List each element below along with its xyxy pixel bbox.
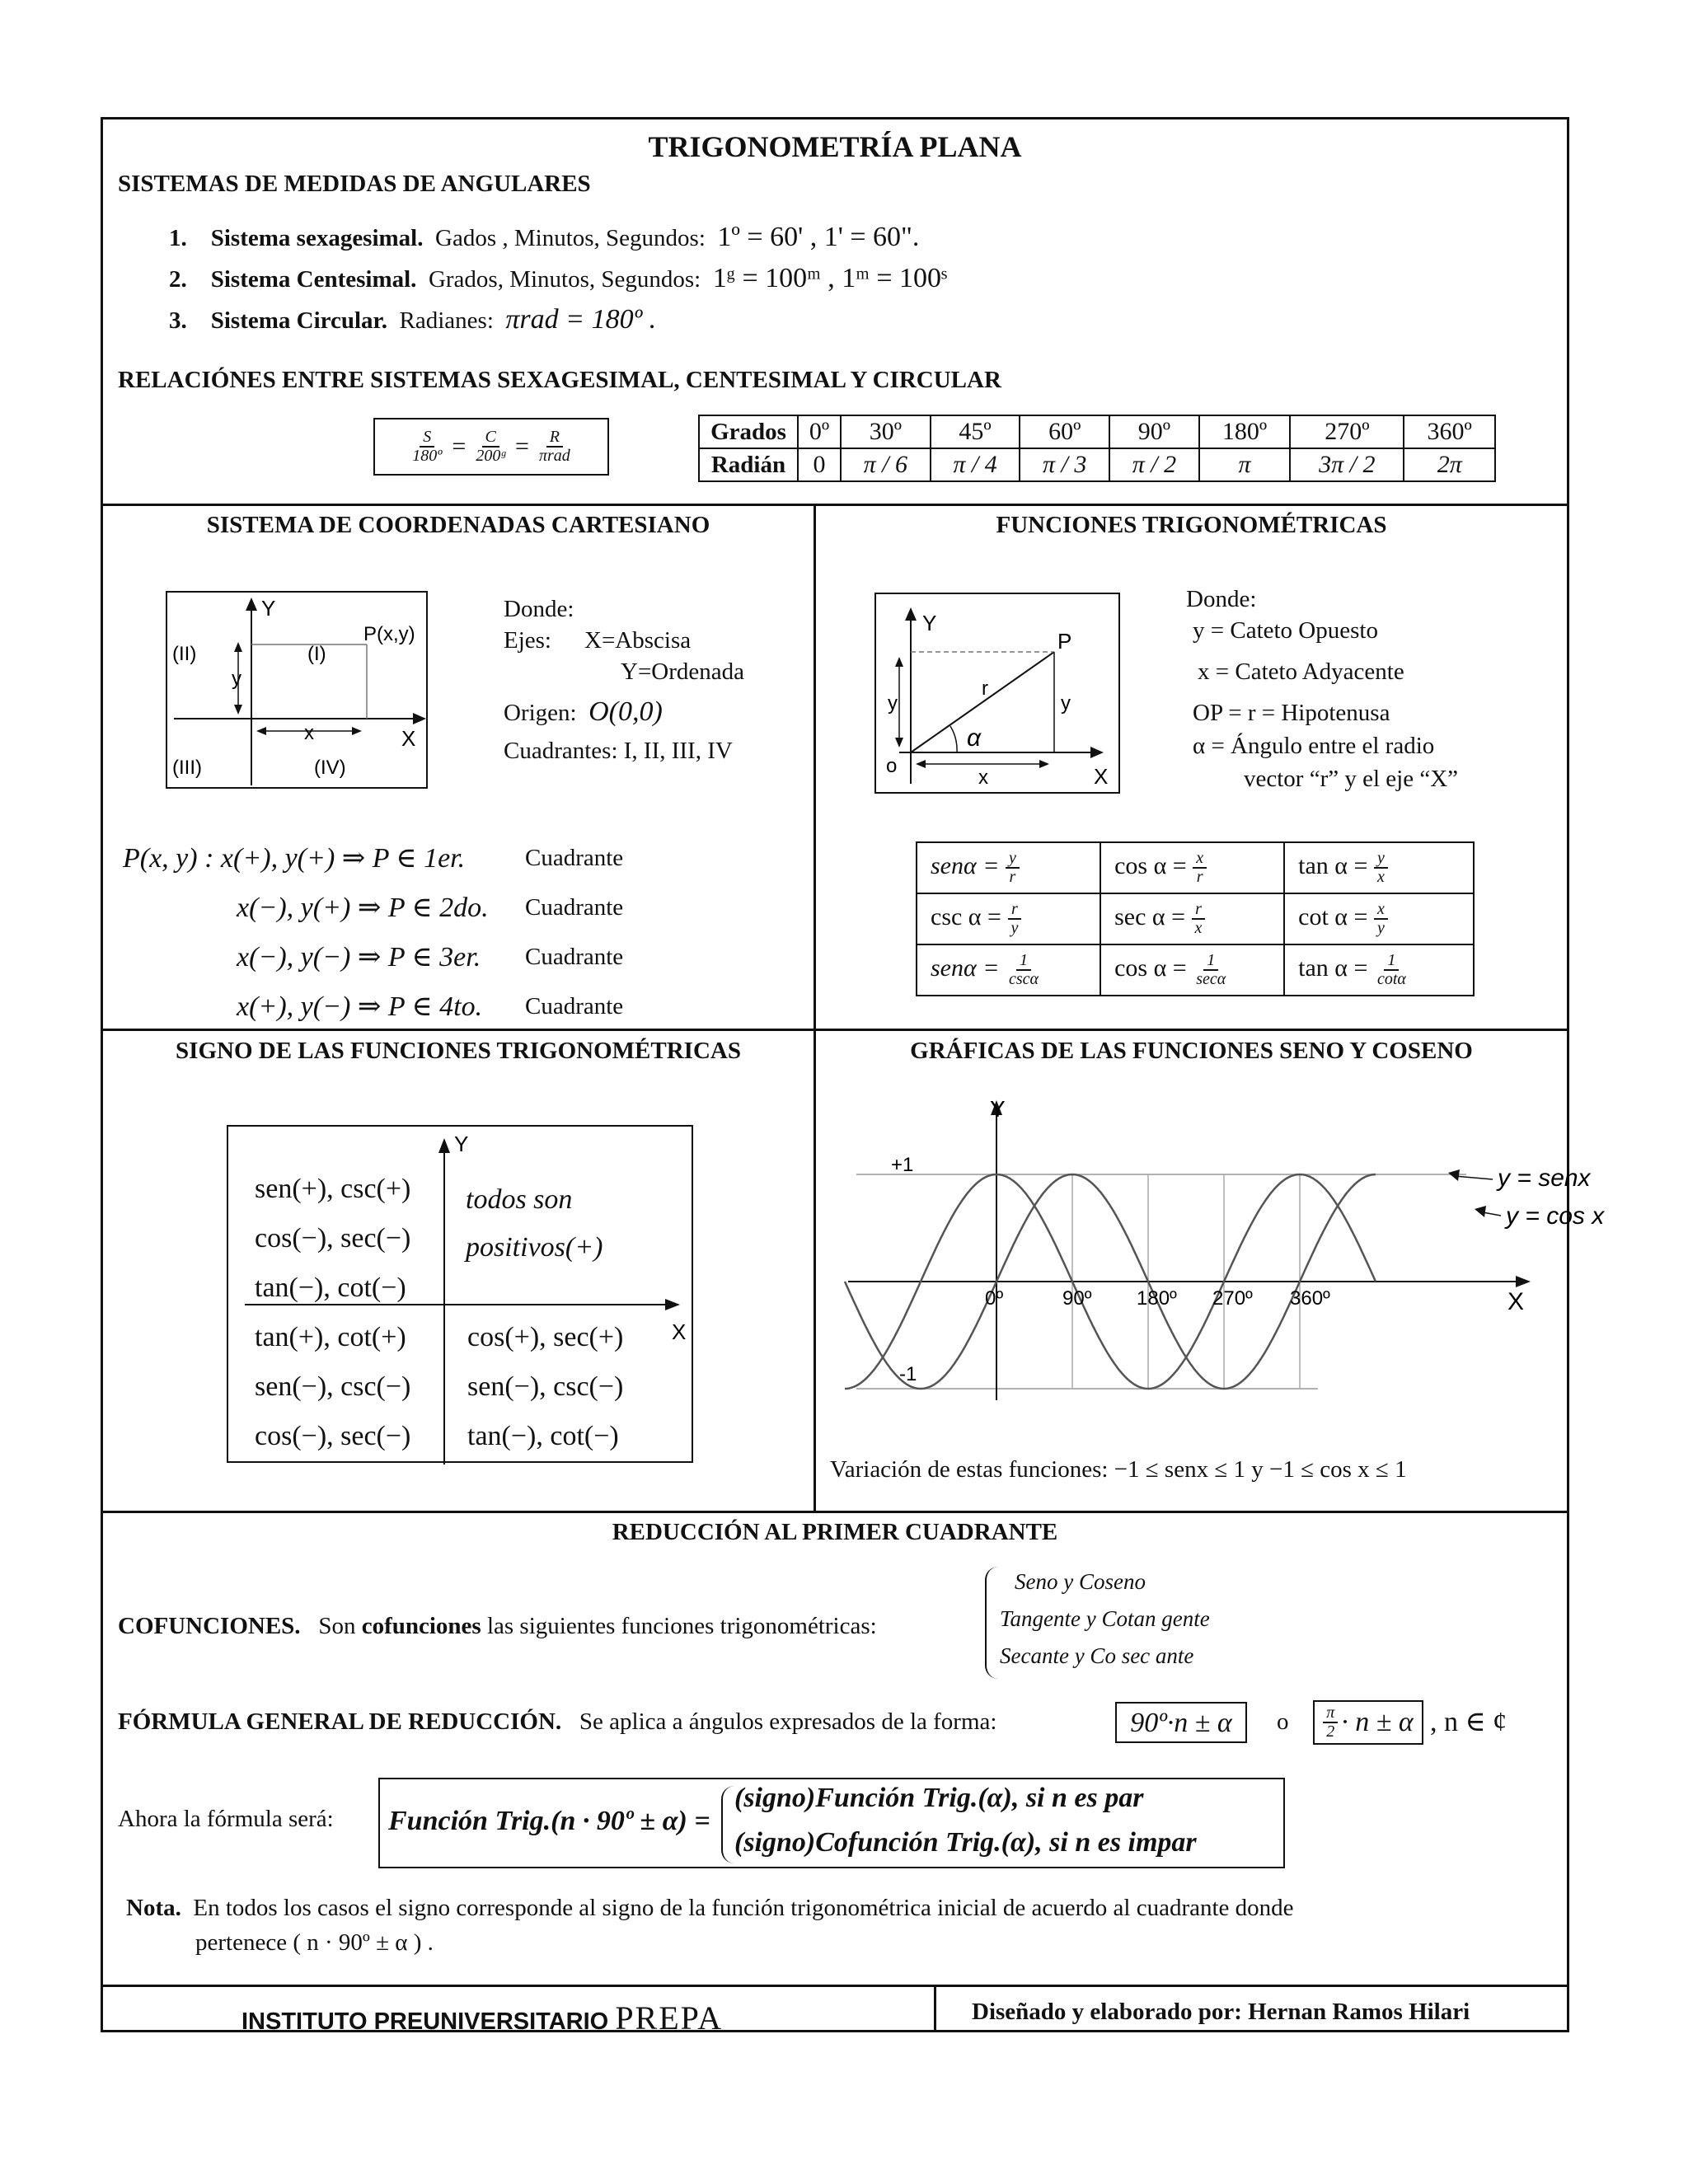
system-item-1 bbox=[169, 222, 919, 253]
y-axis-label: Y bbox=[990, 1096, 1006, 1122]
system-num: 2. bbox=[169, 266, 187, 293]
x-axis-arrow bbox=[1516, 1276, 1531, 1287]
origin-label: o bbox=[886, 755, 898, 777]
sign-line: tan(+), cot(+) bbox=[255, 1322, 406, 1352]
table-cell: 60º bbox=[1020, 415, 1109, 448]
signs-box bbox=[227, 1125, 693, 1463]
trig-functions-table bbox=[916, 841, 1475, 996]
quadrant-label: (II) bbox=[172, 643, 197, 665]
cartesian-heading: SISTEMA DE COORDENADAS CARTESIANO bbox=[206, 512, 710, 538]
sin-label: y = senx bbox=[1498, 1165, 1591, 1192]
sign-line: positivos(+) bbox=[466, 1232, 603, 1263]
quadrant-rule: x(−), y(+) ⇒ P ∈ 2do. bbox=[237, 893, 489, 923]
x-distance-label: x bbox=[304, 722, 314, 744]
sign-line: todos son bbox=[466, 1184, 573, 1215]
divider bbox=[103, 1511, 1567, 1513]
cofunctions-brace bbox=[985, 1567, 998, 1679]
table-cell: cot α = $\frac{x}{y}$ bbox=[1284, 893, 1474, 944]
quadrant-ii-signs bbox=[255, 1165, 410, 1313]
table-cell: tan α = $\frac{1}{\cot\alpha}$ bbox=[1284, 944, 1474, 996]
cofunction-item: Seno y Coseno bbox=[1015, 1569, 1146, 1594]
cofunction-item: Tangente y Cotan gente bbox=[1000, 1606, 1210, 1631]
y-right-label: y bbox=[1061, 692, 1071, 715]
quadrant-iii-signs bbox=[255, 1313, 410, 1461]
x-axis-label: X bbox=[1507, 1288, 1525, 1315]
table-cell: 180º bbox=[1199, 415, 1291, 448]
table-row bbox=[917, 893, 1474, 944]
x-distance-label: x bbox=[978, 766, 988, 789]
system-desc: Grados, Minutos, Segundos: bbox=[428, 266, 701, 293]
table-cell: 3π / 2 bbox=[1290, 448, 1404, 481]
reduction-formula-box bbox=[378, 1778, 1285, 1868]
quadrant-label: (III) bbox=[172, 757, 202, 779]
system-desc: Radianes: bbox=[399, 307, 494, 334]
cofunctions-line bbox=[118, 1613, 877, 1640]
relation-formula-box: $\frac{S}{\text{180º}}$ = $\frac{C}{\text{200ᵍ}}$ = $\frac{R}{\text{πrad}}$ bbox=[373, 418, 609, 476]
tick-label-0: 0º bbox=[985, 1287, 1004, 1310]
system-num: 1. bbox=[169, 225, 187, 251]
cartesian-ejes-y: Y=Ordenada bbox=[621, 658, 745, 685]
quadrant-rule: x(−), y(−) ⇒ P ∈ 3er. bbox=[237, 942, 481, 972]
point-label: P(x,y) bbox=[363, 623, 415, 645]
cofunctions-text: Son bbox=[318, 1613, 356, 1639]
system-name: Sistema sexagesimal. bbox=[210, 225, 424, 251]
page-title: TRIGONOMETRÍA PLANA bbox=[648, 130, 1022, 163]
brand-name: PREPA bbox=[615, 1999, 724, 2036]
system-name: Sistema Circular. bbox=[210, 307, 388, 334]
divider bbox=[103, 504, 1567, 506]
table-row bbox=[699, 448, 1495, 481]
nota-line-2: pertenece ( n · 90º ± α ) . bbox=[195, 1929, 434, 1956]
quadrant-rule-word: Cuadrante bbox=[525, 845, 624, 871]
y-axis-label: Y bbox=[261, 596, 276, 621]
quadrant-i-signs bbox=[466, 1176, 603, 1272]
formula-sheet bbox=[101, 117, 1605, 2036]
cartesian-origen bbox=[504, 696, 663, 728]
plus-one-label: +1 bbox=[891, 1154, 914, 1176]
systems-heading: SISTEMAS DE MEDIDAS DE ANGULARES bbox=[118, 171, 591, 197]
footer-credit: Diseñado y elaborado por: Hernan Ramos Hilari bbox=[972, 1999, 1470, 2025]
table-row bbox=[917, 842, 1474, 893]
quadrant-rule: P(x, y) : x(+), y(+) ⇒ P ∈ 1er. bbox=[123, 843, 466, 874]
functions-heading: FUNCIONES TRIGONOMÉTRICAS bbox=[996, 512, 1387, 538]
reduction-lhs: Función Trig.(n · 90º ± α) = bbox=[388, 1806, 710, 1836]
quadrant-rule-word: Cuadrante bbox=[525, 993, 624, 1019]
sign-line: sen(−), csc(−) bbox=[255, 1371, 411, 1402]
formula-label: FÓRMULA GENERAL DE REDUCCIÓN. bbox=[118, 1708, 562, 1735]
table-cell: 30º bbox=[841, 415, 931, 448]
cofunction-item: Secante y Co sec ante bbox=[1000, 1643, 1194, 1668]
nota-label: Nota. bbox=[126, 1895, 181, 1921]
quadrant-rule: x(+), y(−) ⇒ P ∈ 4to. bbox=[237, 991, 483, 1022]
formula-text: Se aplica a ángulos expresados de la forma: bbox=[579, 1708, 997, 1735]
cofunctions-label: COFUNCIONES. bbox=[118, 1613, 301, 1639]
cofunctions-list bbox=[1000, 1563, 1210, 1675]
y-axis-label: Y bbox=[922, 611, 937, 635]
def-line: vector “r” y el eje “X” bbox=[1244, 766, 1459, 792]
tick-label-270: 270º bbox=[1212, 1287, 1253, 1310]
table-cell: 45º bbox=[931, 415, 1020, 448]
radius-label: r bbox=[982, 677, 988, 700]
sin-pointer bbox=[1455, 1176, 1493, 1179]
sign-line: sen(−), csc(−) bbox=[467, 1371, 624, 1402]
table-cell: Grados bbox=[699, 415, 798, 448]
system-name: Sistema Centesimal. bbox=[210, 266, 417, 293]
table-cell: 90º bbox=[1109, 415, 1199, 448]
table-cell: π / 6 bbox=[841, 448, 931, 481]
divider bbox=[934, 1985, 936, 2031]
cartesian-ejes-x: X=Abscisa bbox=[584, 627, 692, 654]
table-cell: senα = $\frac{y}{r}$ bbox=[917, 842, 1100, 893]
table-cell: 0 bbox=[798, 448, 841, 481]
sign-line: sen(+), csc(+) bbox=[255, 1174, 411, 1204]
divider bbox=[103, 1985, 1567, 1987]
def-line: x = Cateto Adyacente bbox=[1198, 658, 1404, 685]
table-cell: csc α = $\frac{r}{y}$ bbox=[917, 893, 1100, 944]
def-line: OP = r = Hipotenusa bbox=[1193, 700, 1390, 726]
table-cell: π / 3 bbox=[1020, 448, 1109, 481]
reduction-case-1: (signo)Función Trig.(α), si n es par bbox=[734, 1783, 1144, 1813]
reduction-case-2: (signo)Cofunción Trig.(α), si n es impar bbox=[734, 1827, 1197, 1858]
form-box-2: $\frac{\pi}{2}$ · n ± α bbox=[1313, 1700, 1423, 1745]
table-cell: 2π bbox=[1404, 448, 1495, 481]
table-cell: cos α = $\frac{x}{r}$ bbox=[1100, 842, 1284, 893]
n-domain: , n ∈ ¢ bbox=[1430, 1707, 1507, 1737]
conversion-table bbox=[698, 415, 1496, 482]
minus-one-label: -1 bbox=[899, 1363, 917, 1385]
tick-label-180: 180º bbox=[1137, 1287, 1177, 1310]
relations-heading: RELACIÓNES ENTRE SISTEMAS SEXAGESIMAL, CENTESIMAL Y CIRCULAR bbox=[118, 367, 1001, 393]
system-formula: 1º = 60' , 1' = 60". bbox=[717, 222, 920, 252]
formula-general-line bbox=[118, 1708, 996, 1736]
quadrant-rule-word: Cuadrante bbox=[525, 894, 624, 921]
def-line: α = Ángulo entre el radio bbox=[1193, 733, 1435, 759]
cos-pointer bbox=[1483, 1212, 1501, 1216]
nota-text: En todos los casos el signo corresponde al signo de la función trigonométrica inicial de acuerdo al cuadrante donde bbox=[193, 1895, 1294, 1921]
table-cell: cos α = $\frac{1}{\sec\alpha}$ bbox=[1100, 944, 1284, 996]
origen-label: Origen: bbox=[504, 700, 577, 726]
triangle-diagram bbox=[874, 593, 1120, 794]
y-distance-label: y bbox=[232, 668, 241, 690]
institute-name: INSTITUTO PREUNIVERSITARIO bbox=[241, 2008, 609, 2035]
sign-line: tan(−), cot(−) bbox=[467, 1421, 619, 1451]
table-cell: π bbox=[1199, 448, 1291, 481]
system-formula: πrad = 180º . bbox=[505, 304, 657, 335]
graphs-heading: GRÁFICAS DE LAS FUNCIONES SENO Y COSENO bbox=[910, 1038, 1473, 1064]
sign-line: cos(+), sec(+) bbox=[467, 1322, 624, 1352]
divider bbox=[103, 1029, 1567, 1031]
cofunctions-bold: cofunciones bbox=[361, 1613, 481, 1639]
reduction-brace bbox=[721, 1786, 734, 1863]
table-cell: π / 2 bbox=[1109, 448, 1199, 481]
cartesian-donde: Donde: bbox=[504, 596, 574, 622]
footer-institute bbox=[241, 1999, 723, 2037]
cos-label: y = cos x bbox=[1506, 1202, 1605, 1230]
system-desc: Gados , Minutos, Segundos: bbox=[435, 225, 706, 251]
table-cell: π / 4 bbox=[931, 448, 1020, 481]
cofunctions-text: las siguientes funciones trigonométricas: bbox=[486, 1613, 877, 1639]
point-label: P bbox=[1057, 629, 1072, 654]
x-axis-label: X bbox=[401, 726, 416, 751]
table-cell: 360º bbox=[1404, 415, 1495, 448]
quadrant-rule-word: Cuadrante bbox=[525, 944, 624, 970]
cartesian-diagram bbox=[166, 591, 428, 789]
reduction-heading: REDUCCIÓN AL PRIMER CUADRANTE bbox=[612, 1519, 1058, 1545]
sign-line: tan(−), cot(−) bbox=[255, 1272, 406, 1303]
functions-donde: Donde: bbox=[1186, 586, 1257, 612]
system-item-2 bbox=[169, 263, 947, 294]
def-line: y = Cateto Opuesto bbox=[1193, 617, 1378, 644]
sign-line: cos(−), sec(−) bbox=[255, 1223, 411, 1254]
cartesian-ejes-label: Ejes: bbox=[504, 627, 551, 654]
graph-layer bbox=[845, 1100, 1531, 1400]
signs-heading: SIGNO DE LAS FUNCIONES TRIGONOMÉTRICAS bbox=[176, 1038, 741, 1064]
variation-text: Variación de estas funciones: −1 ≤ senx ≤ 1 y −1 ≤ cos x ≤ 1 bbox=[830, 1456, 1407, 1483]
sin-pointer-head bbox=[1448, 1169, 1460, 1181]
quadrant-label: (I) bbox=[307, 643, 326, 665]
divider bbox=[814, 504, 816, 1511]
x-axis-label: X bbox=[1094, 764, 1109, 789]
form-box-1: 90º·n ± α bbox=[1115, 1702, 1247, 1743]
cos-pointer-head bbox=[1475, 1206, 1486, 1217]
y-axis-label: Y bbox=[454, 1132, 469, 1156]
system-num: 3. bbox=[169, 307, 187, 334]
system-item-3 bbox=[169, 304, 656, 335]
table-cell: sec α = $\frac{r}{x}$ bbox=[1100, 893, 1284, 944]
table-cell: 270º bbox=[1290, 415, 1404, 448]
quadrant-label: (IV) bbox=[314, 757, 346, 779]
x-axis-label: X bbox=[672, 1319, 687, 1344]
quadrant-iv-signs bbox=[467, 1313, 623, 1461]
alpha-label: α bbox=[967, 724, 982, 752]
table-row bbox=[917, 944, 1474, 996]
table-cell: senα = $\frac{1}{\csc\alpha}$ bbox=[917, 944, 1100, 996]
ahora-label: Ahora la fórmula será: bbox=[118, 1806, 334, 1832]
origen-value: O(0,0) bbox=[588, 696, 663, 727]
table-cell: Radián bbox=[699, 448, 798, 481]
nota-line-1 bbox=[126, 1895, 1294, 1922]
table-cell: 0º bbox=[798, 415, 841, 448]
or-word: o bbox=[1277, 1708, 1289, 1735]
cartesian-cuadrantes: Cuadrantes: I, II, III, IV bbox=[504, 738, 733, 764]
y-left-label: y bbox=[888, 692, 898, 715]
table-row bbox=[699, 415, 1495, 448]
system-formula: 1ᵍ = 100ᵐ , 1ᵐ = 100ˢ bbox=[712, 263, 948, 293]
sign-line: cos(−), sec(−) bbox=[255, 1421, 411, 1451]
tick-label-360: 360º bbox=[1290, 1287, 1330, 1310]
table-cell: tan α = $\frac{y}{x}$ bbox=[1284, 842, 1474, 893]
tick-label-90: 90º bbox=[1062, 1287, 1092, 1310]
sine-cosine-graph bbox=[823, 1094, 1605, 1407]
